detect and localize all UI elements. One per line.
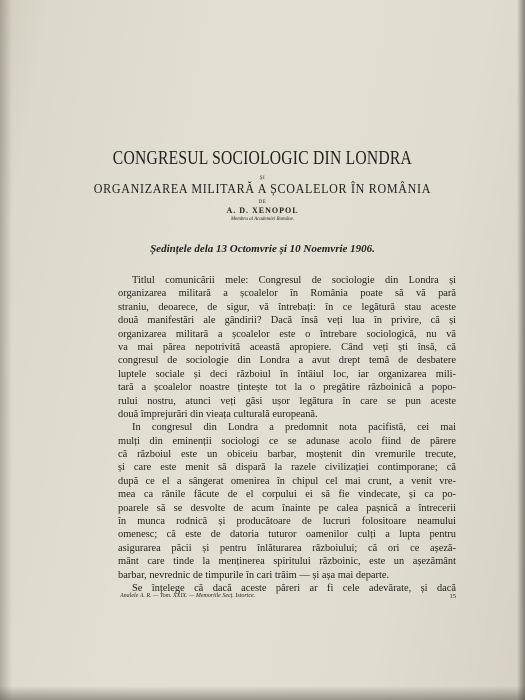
- page-shadow-right: [517, 0, 525, 700]
- page-number: 15: [449, 593, 456, 600]
- article-subtitle: ORGANIZAREA MILITARĂ A ȘCOALELOR ÎN ROMÂNIA: [93, 182, 432, 197]
- body-line: barbar, nevrednic de timpurile în cari trăim — și așa mai departe.: [118, 569, 390, 581]
- body-line: tară a școalelor noastre țintește tot la o pregătire războinică a popo-: [118, 382, 456, 394]
- body-line: va mai părea nepotrivită această apropiere. Când veți ști însă, că: [118, 341, 456, 353]
- page-shadow-bottom: [0, 686, 525, 700]
- body-line: organizarea militară a școalelor în România poate să vă pară: [118, 288, 456, 300]
- body-line: In congresul din Londra a predomnit nota pacifistă, cei mai: [132, 422, 456, 434]
- body-line: și care este menit să dispară la razele civilizației contimporane; că: [118, 462, 456, 474]
- body-line: omenesc; că este de datoria tuturor oamenilor culți a lupta pentru: [118, 529, 456, 541]
- body-line: luptele sociale și deci războiul în întâiul loc, iar organizarea mili-: [118, 368, 456, 380]
- author-role: Membru al Academiei Române.: [230, 217, 295, 222]
- conjunction-si: ȘI: [259, 176, 266, 181]
- body-line: rului nostru, atunci veți găsi ușor legătura în care se pun aceste: [118, 395, 456, 407]
- body-line: în munca rodnică și producătoare de lucruri folositoare neamului: [118, 516, 456, 528]
- body-text: [118, 274, 456, 595]
- body-line: două împrejurări din vieața culturală europeană.: [118, 408, 318, 420]
- author-name: A. D. XENOPOL: [226, 206, 299, 215]
- page-footer: [120, 593, 456, 599]
- body-line: mânt care tinde la menținerea spiritului războinic, este un așezământ: [118, 556, 456, 568]
- body-line: după ce el a sângerat omenirea în chipul cel mai crunt, a venit vre-: [118, 475, 456, 487]
- body-line: congresul de sociologie din Londra a avut drept temă de desbatere: [118, 355, 456, 367]
- body-line: că războiul este un obiceiu barbar, moștenit din vremurile trecute,: [118, 449, 456, 461]
- session-dates: Ședințele dela 13 Octomvrie și 10 Noemvrie 1906.: [150, 243, 375, 255]
- body-line: două manifestări ale gândirii? Dacă însă veți lua în privire, că și: [118, 315, 456, 327]
- body-line: straniu, deoarece, de sigur, vă întrebați: în ce legătură stau aceste: [118, 301, 456, 313]
- body-line: Titlul comunicării mele: Congresul de sociologie din Londra și: [132, 275, 456, 286]
- article-title: CONGRESUL SOCIOLOGIC DIN LONDRA: [112, 147, 412, 169]
- body-line: mulți din eminenții sociologi ce se adunase acolo fiind de părere: [118, 435, 456, 447]
- body-line: organizarea militară a școalelor este o întrebare sociologică, nu vă: [118, 328, 456, 340]
- body-line: poarele să se desvolte de acum înainte pe calea pașnică a întrecerii: [118, 502, 456, 514]
- footer-citation: Analele A. R. — Tom. XXIX. — Memoriile Secț. Istorice.: [120, 593, 256, 599]
- byline-de: DE: [258, 200, 267, 205]
- page-shadow-left: [0, 0, 12, 700]
- body-line: Se înțelege că dacă aceste păreri ar fi cele adevărate, și dacă: [132, 582, 456, 594]
- body-line: mea ca rănile făcute de el corpului ei să fie vindecate, și ca po-: [118, 489, 456, 501]
- body-line: asigurarea păcii și pentru înlăturarea războiului; că ori ce așeză-: [118, 542, 456, 554]
